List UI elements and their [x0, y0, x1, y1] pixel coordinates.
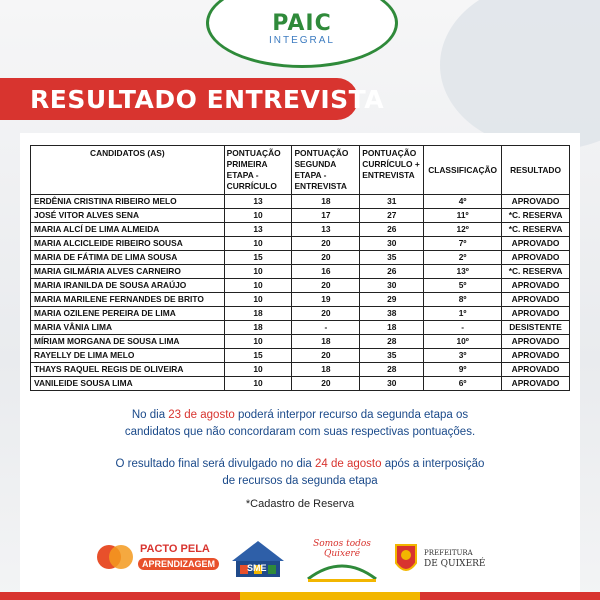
header-result: RESULTADO: [502, 146, 570, 195]
logo-paic-text: PAIC: [272, 11, 332, 36]
final-result-date: 24 de agosto: [315, 458, 382, 470]
cell-stage1: 10: [224, 265, 292, 279]
cell-stage2: 20: [292, 237, 360, 251]
cell-classification: 9º: [424, 363, 502, 377]
pacto-hands-icon: [95, 541, 135, 573]
cell-total: 27: [360, 209, 424, 223]
table-row: [31, 335, 570, 349]
cell-stage1: 15: [224, 349, 292, 363]
cell-candidate: MARIA ALCICLEIDE RIBEIRO SOUSA: [31, 237, 225, 251]
table-row: [31, 363, 570, 377]
appeal-note: [0, 407, 600, 441]
table-row: [31, 223, 570, 237]
table-row: [31, 237, 570, 251]
header-classification: CLASSIFICAÇÃO: [424, 146, 502, 195]
somos-bridge-icon: [302, 559, 382, 585]
cell-classification: 7º: [424, 237, 502, 251]
header-stage1: PONTUAÇÃO PRIMEIRA ETAPA - CURRÍCULO: [224, 146, 292, 195]
cell-classification: 2º: [424, 251, 502, 265]
cell-classification: 6º: [424, 377, 502, 391]
results-card: [20, 133, 580, 593]
cell-total: 31: [360, 195, 424, 209]
prefeitura-label-1: PREFEITURA: [424, 549, 473, 557]
header-stage2: PONTUAÇÃO SEGUNDA ETAPA - ENTREVISTA: [292, 146, 360, 195]
cell-stage2: 17: [292, 209, 360, 223]
cell-stage2: 20: [292, 279, 360, 293]
cell-total: 26: [360, 265, 424, 279]
cell-total: 30: [360, 377, 424, 391]
table-row: [31, 321, 570, 335]
cell-result: APROVADO: [502, 293, 570, 307]
logo-integral-text: INTEGRAL: [268, 35, 335, 46]
cell-total: 28: [360, 335, 424, 349]
table-row: [31, 209, 570, 223]
table-row: [31, 349, 570, 363]
table-header-row: [31, 146, 570, 195]
cell-candidate: VANILEIDE SOUSA LIMA: [31, 377, 225, 391]
cell-stage2: 18: [292, 363, 360, 377]
cell-stage1: 13: [224, 195, 292, 209]
cell-stage2: 20: [292, 307, 360, 321]
cell-result: *C. RESERVA: [502, 209, 570, 223]
cell-classification: 4º: [424, 195, 502, 209]
cell-classification: 13º: [424, 265, 502, 279]
cell-total: 18: [360, 321, 424, 335]
cell-candidate: MARIA OZILENE PEREIRA DE LIMA: [31, 307, 225, 321]
final-result-note: [0, 456, 600, 490]
cell-total: 28: [360, 363, 424, 377]
header-candidates: CANDIDATOS (AS): [31, 146, 225, 195]
cell-result: APROVADO: [502, 349, 570, 363]
cell-stage1: 10: [224, 209, 292, 223]
pacto-label-1: PACTO PELA: [140, 543, 210, 555]
cell-total: 29: [360, 293, 424, 307]
pacto-label-2: APRENDIZAGEM: [138, 558, 219, 570]
table-row: [31, 377, 570, 391]
appeal-note-text: No dia: [131, 409, 169, 421]
table-row: [31, 251, 570, 265]
cell-classification: -: [424, 321, 502, 335]
cell-stage1: 15: [224, 251, 292, 265]
cell-stage1: 10: [224, 377, 292, 391]
cell-candidate: RAYELLY DE LIMA MELO: [31, 349, 225, 363]
final-note-text: O resultado final será divulgado no dia: [115, 458, 315, 470]
cell-classification: 8º: [424, 293, 502, 307]
sme-label: SME: [247, 563, 267, 573]
pacto-logo: [95, 541, 135, 573]
results-table: [30, 145, 570, 391]
cell-classification: 10º: [424, 335, 502, 349]
cell-result: DESISTENTE: [502, 321, 570, 335]
cell-result: APROVADO: [502, 335, 570, 349]
header-total: PONTUAÇÃO CURRÍCULO + ENTREVISTA: [360, 146, 424, 195]
cell-total: 35: [360, 349, 424, 363]
cell-classification: 5º: [424, 279, 502, 293]
cell-stage2: 19: [292, 293, 360, 307]
cell-result: APROVADO: [502, 251, 570, 265]
cell-stage1: 10: [224, 335, 292, 349]
cell-stage1: 10: [224, 237, 292, 251]
cell-candidate: ERDÊNIA CRISTINA RIBEIRO MELO: [31, 195, 225, 209]
cell-stage2: -: [292, 321, 360, 335]
table-row: [31, 265, 570, 279]
cell-result: APROVADO: [502, 377, 570, 391]
cell-total: 30: [360, 279, 424, 293]
cell-stage1: 10: [224, 293, 292, 307]
cell-candidate: MARIA GILMÁRIA ALVES CARNEIRO: [31, 265, 225, 279]
cell-stage1: 13: [224, 223, 292, 237]
cell-result: APROVADO: [502, 237, 570, 251]
somos-logo: [302, 539, 382, 579]
cell-stage2: 20: [292, 251, 360, 265]
table-row: [31, 279, 570, 293]
cell-classification: 12º: [424, 223, 502, 237]
footer-logos: [0, 537, 600, 582]
cell-stage1: 10: [224, 363, 292, 377]
appeal-note-text-2: poderá interpor recurso da segunda etapa os: [234, 409, 469, 421]
cell-candidate: JOSÉ VITOR ALVES SENA: [31, 209, 225, 223]
appeal-note-text-3: candidatos que não concordaram com suas respectivas pontuações.: [124, 426, 476, 438]
cell-stage2: 18: [292, 335, 360, 349]
cell-stage2: 16: [292, 265, 360, 279]
prefeitura-label-2: DE QUIXERÉ: [424, 559, 486, 569]
cell-total: 30: [360, 237, 424, 251]
final-note-text-2: após a interposição: [381, 458, 485, 470]
cell-candidate: THAYS RAQUEL REGIS DE OLIVEIRA: [31, 363, 225, 377]
cell-candidate: MARIA VÂNIA LIMA: [31, 321, 225, 335]
cell-candidate: MARIA DE FÁTIMA DE LIMA SOUSA: [31, 251, 225, 265]
sme-logo: [230, 539, 286, 579]
table-row: [31, 307, 570, 321]
table-row: [31, 293, 570, 307]
reserve-footnote: *Cadastro de Reserva: [245, 498, 355, 510]
cell-total: 26: [360, 223, 424, 237]
cell-stage1: 10: [224, 279, 292, 293]
cell-classification: 11º: [424, 209, 502, 223]
somos-label: Somos todos Quixeré: [313, 539, 371, 559]
cell-result: APROVADO: [502, 307, 570, 321]
cell-result: APROVADO: [502, 363, 570, 377]
cell-result: APROVADO: [502, 279, 570, 293]
cell-result: APROVADO: [502, 195, 570, 209]
cell-stage1: 18: [224, 321, 292, 335]
cell-stage2: 20: [292, 349, 360, 363]
cell-candidate: MARIA IRANILDA DE SOUSA ARAÚJO: [31, 279, 225, 293]
cell-classification: 3º: [424, 349, 502, 363]
cell-candidate: MÍRIAM MORGANA DE SOUSA LIMA: [31, 335, 225, 349]
cell-stage2: 13: [292, 223, 360, 237]
cell-candidate: MARIA ALCÍ DE LIMA ALMEIDA: [31, 223, 225, 237]
table-row: [31, 195, 570, 209]
appeal-date: 23 de agosto: [168, 409, 235, 421]
cell-stage2: 18: [292, 195, 360, 209]
sme-icon: [230, 539, 286, 579]
cell-total: 38: [360, 307, 424, 321]
cell-classification: 1º: [424, 307, 502, 321]
cell-candidate: MARIA MARILENE FERNANDES DE BRITO: [31, 293, 225, 307]
prefeitura-crest: [392, 539, 420, 579]
cell-total: 35: [360, 251, 424, 265]
cell-stage2: 20: [292, 377, 360, 391]
cell-stage1: 18: [224, 307, 292, 321]
crest-icon: [392, 539, 420, 579]
cell-result: *C. RESERVA: [502, 223, 570, 237]
bottom-color-strip: [0, 592, 600, 600]
final-note-text-3: de recursos da segunda etapa: [222, 475, 378, 487]
cell-result: *C. RESERVA: [502, 265, 570, 279]
page-title: RESULTADO ENTREVISTA: [30, 85, 385, 114]
